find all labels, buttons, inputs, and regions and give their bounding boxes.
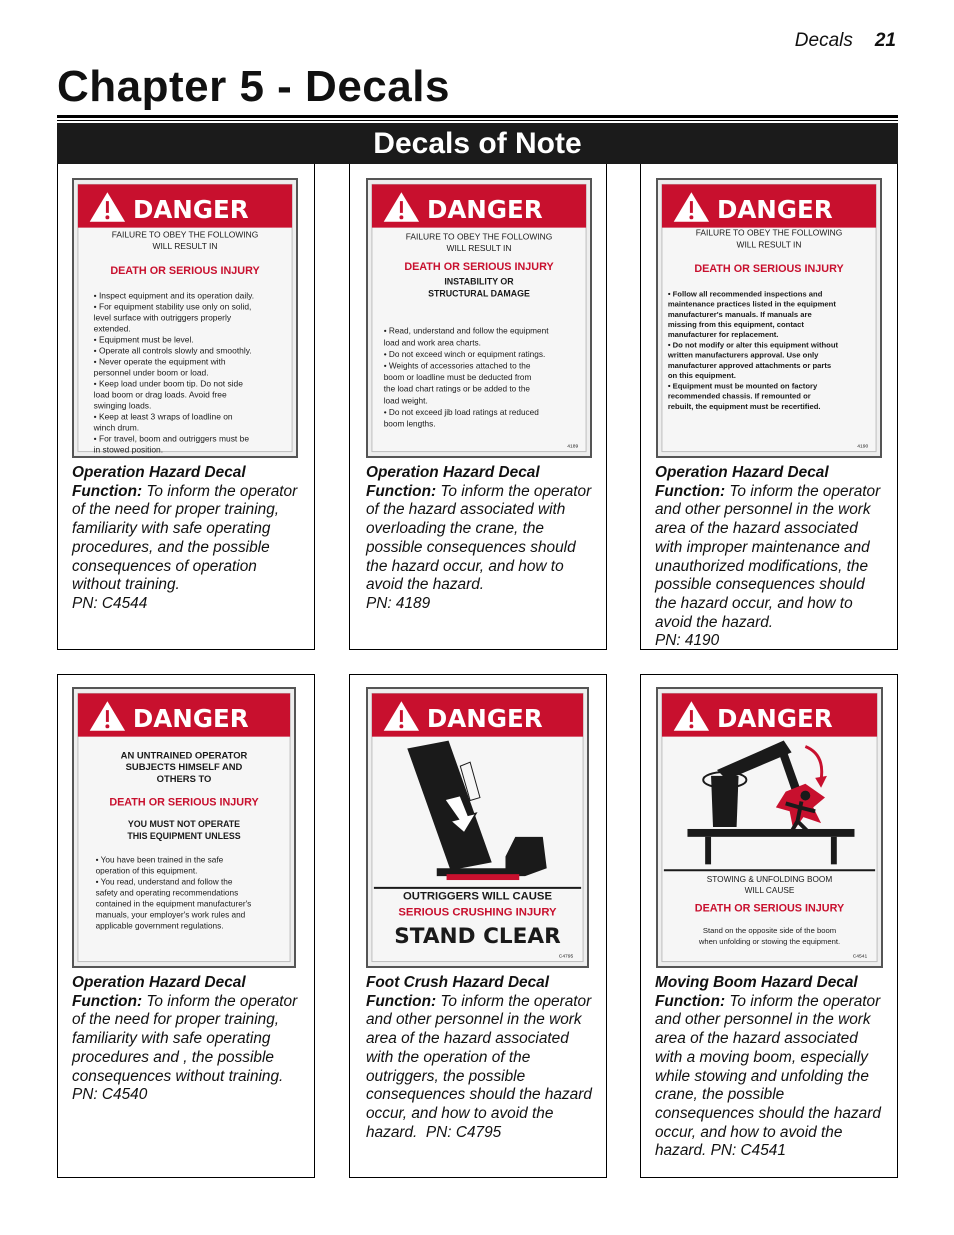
part-number: PN: 4190 xyxy=(655,632,720,650)
decal-bullet-text: • Keep load under boom tip. Do not side xyxy=(93,378,243,389)
decal-code: 4189 xyxy=(567,444,579,450)
caption-text: To inform the operator of the need for proper training, familiarity with safe operating procedures and , the possible consequences without training. xyxy=(72,992,298,1085)
decal-intro-text: SUBJECTS HIMSELF AND xyxy=(125,761,243,773)
outrigger-right xyxy=(831,837,837,865)
decal-sub-text: STRUCTURAL DAMAGE xyxy=(428,288,530,299)
decal-caption xyxy=(366,974,594,1142)
decal-sub-text: YOU MUST NOT OPERATE xyxy=(127,819,241,830)
decal-sub-text: THIS EQUIPMENT UNLESS xyxy=(127,830,241,841)
decal-intro-text: STOWING & UNFOLDING BOOM xyxy=(706,875,833,885)
function-label: Function: xyxy=(72,992,143,1010)
decal-image xyxy=(366,178,592,458)
section-name: Decals xyxy=(794,30,853,51)
decal-bullet-text: on this equipment. xyxy=(667,371,736,381)
decal-bullet-text: manufacturer's manuals. If manuals are xyxy=(667,309,812,319)
function-label: Function: xyxy=(366,992,437,1010)
decal-intro-text: FAILURE TO OBEY THE FOLLOWING xyxy=(405,231,553,242)
decal-bullet-text: boom lengths. xyxy=(383,419,436,429)
decal-image xyxy=(72,178,298,458)
decal-bullet-text: applicable government regulations. xyxy=(95,921,224,931)
part-number: PN: C4540 xyxy=(72,1086,148,1104)
exclamation-dot xyxy=(399,724,403,728)
decal-caption xyxy=(366,464,594,614)
decal-bullet-text: • Weights of accessories attached to the xyxy=(383,361,531,371)
decal-intro-text: WILL RESULT IN xyxy=(152,241,218,252)
decal-bullet-text: • Do not modify or alter this equipment without xyxy=(667,340,839,350)
decal-red-text: SERIOUS CRUSHING INJURY xyxy=(398,906,557,919)
caption-title: Operation Hazard Decal xyxy=(72,464,246,481)
decal-bullet-text: swinging loads. xyxy=(93,400,152,411)
decal-bullet-text: rebuilt, the equipment must be recertified. xyxy=(667,401,821,411)
decal-bullet-text: • Read, understand and follow the equipment xyxy=(383,326,549,336)
decal-caption xyxy=(72,464,304,614)
decal-bullet-text: when unfolding or stowing the equipment. xyxy=(698,936,841,946)
decal-intro-text: FAILURE TO OBEY THE FOLLOWING xyxy=(695,227,843,238)
part-number: PN: C4795 xyxy=(425,1123,502,1141)
caption-text: To inform the operator of the need for proper training, familiarity with safe operating procedures, and the possible consequences of operation without training. xyxy=(72,482,298,594)
page-number: 21 xyxy=(874,30,896,51)
decal-intro-text: FAILURE TO OBEY THE FOLLOWING xyxy=(111,229,259,240)
decal-big-text: STAND CLEAR xyxy=(394,923,561,949)
crush-plate xyxy=(447,874,520,880)
caption-title: Foot Crush Hazard Decal xyxy=(366,974,550,991)
decal-bullet-text: load weight. xyxy=(383,396,428,406)
decal-caption xyxy=(655,974,887,1161)
decal-bullet-text: contained in the equipment manufacturer's xyxy=(95,899,252,909)
decal-bullet-text: • You read, understand and follow the xyxy=(95,877,233,887)
running-header xyxy=(795,30,896,52)
decal-code: C4541 xyxy=(852,954,868,960)
decal-bullet-text: in stowed position. xyxy=(93,444,164,455)
decal-bullet-text: manufacturer for replacement. xyxy=(667,330,779,340)
part-number: PN: C4541 xyxy=(710,1142,786,1160)
decal-intro-text: WILL CAUSE xyxy=(744,885,795,895)
decal-bullet-text: the load chart ratings or be added to the xyxy=(383,384,531,394)
danger-word: DANGER xyxy=(716,194,833,224)
decal-code: 4190 xyxy=(857,444,869,450)
exclamation-dot xyxy=(689,215,693,219)
exclamation-bar xyxy=(400,201,403,213)
decal-bullet-text: operation of this equipment. xyxy=(95,866,198,876)
exclamation-dot xyxy=(689,724,693,728)
caption-title: Operation Hazard Decal xyxy=(366,464,540,481)
exclamation-bar xyxy=(690,201,693,213)
decal-bullet-text: • Never operate the equipment with xyxy=(93,356,226,367)
decal-bullet-text: recommended chassis. If remounted or xyxy=(667,391,811,401)
decal-red-text: DEATH OR SERIOUS INJURY xyxy=(694,262,844,275)
title-rule xyxy=(57,115,898,118)
decal-red-text: DEATH OR SERIOUS INJURY xyxy=(110,264,260,277)
danger-word: DANGER xyxy=(426,194,543,224)
decal-red-text: DEATH OR SERIOUS INJURY xyxy=(109,796,259,809)
part-number: PN: C4544 xyxy=(72,594,148,612)
function-label: Function: xyxy=(655,992,726,1010)
decal-bullet-text: load and work area charts. xyxy=(383,338,481,348)
function-label: Function: xyxy=(366,482,437,500)
decal-bullet-text: Stand on the opposite side of the boom xyxy=(702,926,837,936)
decal-bullet-text: • Operate all controls slowly and smoothly. xyxy=(93,345,252,356)
decal-bullet-text: written manufacturers approval. Use only xyxy=(667,350,819,360)
function-label: Function: xyxy=(72,482,143,500)
caption-title: Operation Hazard Decal xyxy=(72,974,246,991)
decal-bullet-text: • Follow all recommended inspections and xyxy=(667,289,823,299)
decal-bullet-text: boom or loadline must be deducted from xyxy=(383,373,532,383)
person-head xyxy=(800,791,810,801)
exclamation-bar xyxy=(690,710,693,722)
exclamation-bar xyxy=(106,710,109,722)
decal-bullet-text: manuals, your employer's work rules and xyxy=(95,910,246,920)
decal-intro-text: OTHERS TO xyxy=(156,772,212,784)
decal-bullet-text: manufacturer approved attachments or parts xyxy=(667,360,832,370)
decal-bullet-text: level surface with outriggers properly xyxy=(93,312,232,323)
decal-code: C4795 xyxy=(558,954,574,960)
decal-bullet-text: • You have been trained in the safe xyxy=(95,855,224,865)
decal-bullet-text: winch drum. xyxy=(93,422,140,433)
decal-bullet-text: • Do not exceed jib load ratings at reduced xyxy=(383,407,539,417)
danger-word: DANGER xyxy=(132,703,249,733)
decal-intro-text: AN UNTRAINED OPERATOR xyxy=(120,749,248,761)
decal-image xyxy=(656,687,883,968)
decal-bullet-text: missing from this equipment, contact xyxy=(667,320,804,330)
danger-word: DANGER xyxy=(426,703,543,733)
decal-bullet-text: safety and operating recommendations xyxy=(95,888,239,898)
decal-red-text: DEATH OR SERIOUS INJURY xyxy=(404,260,554,273)
decal-bullet-text: personnel under boom or load. xyxy=(93,367,209,378)
decal-bullet-text: • Do not exceed winch or equipment ratings. xyxy=(383,349,546,359)
decal-bullet-text: maintenance practices listed in the equipment xyxy=(667,299,836,309)
decal-bullet-text: • Inspect equipment and its operation daily. xyxy=(93,290,255,301)
decal-bullet-text: • For travel, boom and outriggers must be xyxy=(93,433,250,444)
truck-frame xyxy=(687,829,854,837)
decal-caption xyxy=(72,974,304,1105)
decal-bullet-text: load boom or drag loads. Avoid free xyxy=(93,389,227,400)
caption-title: Operation Hazard Decal xyxy=(655,464,829,481)
caption-text: To inform the operator and other personnel in the work area of the hazard associated with the operation of the outriggers, the possible consequences should the hazard occur, and how to avoid the hazard. xyxy=(366,992,592,1141)
caption-text: To inform the operator of the hazard associated with overloading the crane, the possible consequences should the hazard occur, and how to avoid the hazard. xyxy=(366,482,592,594)
caption-text: To inform the operator and other personnel in the work area of the hazard associated with improper maintenance and unauthorized modifications, the possible consequences should the hazard occur, and how to avoid the hazard. xyxy=(655,482,881,631)
decal-image xyxy=(366,687,589,968)
decal-bullet-text: extended. xyxy=(93,323,131,334)
outrigger-left xyxy=(705,837,711,865)
exclamation-bar xyxy=(400,710,403,722)
crane-mast xyxy=(711,776,739,827)
decal-intro-text: OUTRIGGERS WILL CAUSE xyxy=(403,890,552,903)
decal-bullet-text: • For equipment stability use only on solid, xyxy=(93,301,252,312)
exclamation-dot xyxy=(399,215,403,219)
decal-bullet-text: • Equipment must be level. xyxy=(93,334,194,345)
danger-word: DANGER xyxy=(132,194,249,224)
exclamation-bar xyxy=(106,201,109,213)
decal-image xyxy=(72,687,296,968)
danger-word: DANGER xyxy=(716,703,833,733)
section-band: Decals of Note xyxy=(57,123,898,164)
decal-caption xyxy=(655,464,887,651)
decal-image xyxy=(656,178,882,458)
exclamation-dot xyxy=(105,724,109,728)
decal-sub-text: INSTABILITY OR xyxy=(444,276,514,287)
decal-intro-text: WILL RESULT IN xyxy=(736,239,802,250)
title-rule-thin xyxy=(57,120,898,121)
decal-intro-text: WILL RESULT IN xyxy=(446,243,512,254)
caption-title: Moving Boom Hazard Decal xyxy=(655,974,858,991)
decal-red-text: DEATH OR SERIOUS INJURY xyxy=(694,902,845,915)
chapter-title: Chapter 5 - Decals xyxy=(57,62,450,111)
caption-text: To inform the operator and other personnel in the work area of the hazard associated with a moving boom, especially while stowing and unfolding the crane, the possible consequences should the hazard occur, and how to avoid the hazard. xyxy=(655,992,881,1160)
decal-bullet-text: • Equipment must be mounted on factory xyxy=(667,381,818,391)
function-label: Function: xyxy=(655,482,726,500)
decal-bullet-text: • Keep at least 3 wraps of loadline on xyxy=(93,411,233,422)
part-number: PN: 4189 xyxy=(366,594,431,612)
exclamation-dot xyxy=(105,215,109,219)
